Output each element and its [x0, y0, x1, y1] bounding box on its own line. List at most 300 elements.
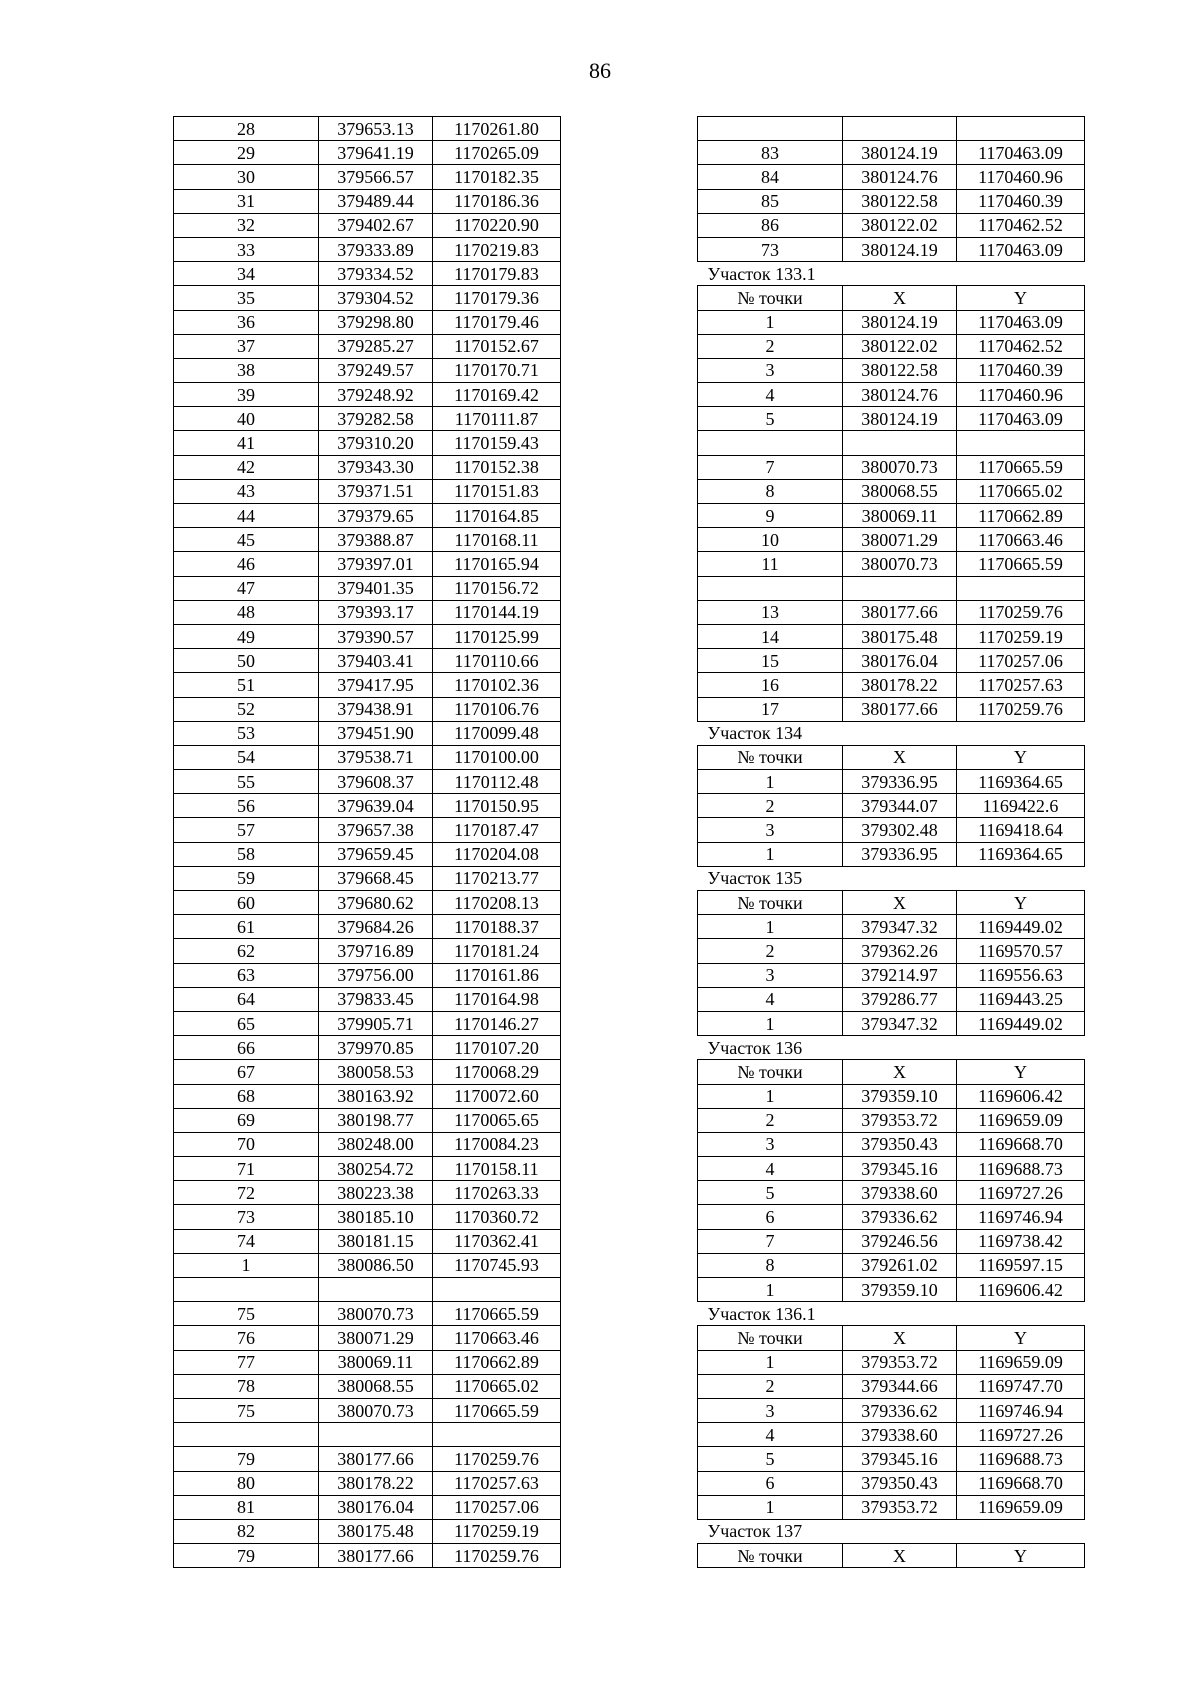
x-coordinate-cell: 380175.48 — [843, 624, 957, 648]
x-coordinate-cell: 379393.17 — [319, 600, 433, 624]
x-coordinate-cell: 379716.89 — [319, 939, 433, 963]
y-coordinate-cell: 1170663.46 — [433, 1326, 561, 1350]
table-row — [174, 1181, 561, 1205]
y-header: Y — [957, 286, 1085, 310]
y-coordinate-cell: 1169746.94 — [957, 1398, 1085, 1422]
y-coordinate-cell: 1170099.48 — [433, 721, 561, 745]
y-coordinate-cell: 1169364.65 — [957, 770, 1085, 794]
point-number-cell: 34 — [174, 262, 319, 286]
y-coordinate-cell: 1170665.59 — [957, 552, 1085, 576]
x-coordinate-cell: 379359.10 — [843, 1084, 957, 1108]
y-coordinate-cell: 1170151.83 — [433, 479, 561, 503]
y-coordinate-cell — [957, 576, 1085, 600]
table-row — [174, 1519, 561, 1543]
table-row — [698, 117, 1085, 141]
table-row — [698, 383, 1085, 407]
y-coordinate-cell: 1170257.63 — [433, 1471, 561, 1495]
y-coordinate-cell: 1170144.19 — [433, 600, 561, 624]
y-coordinate-cell: 1170263.33 — [433, 1181, 561, 1205]
table-row — [698, 1084, 1085, 1108]
y-coordinate-cell: 1170188.37 — [433, 915, 561, 939]
point-number-cell: 1 — [698, 842, 843, 866]
x-coordinate-cell: 379371.51 — [319, 479, 433, 503]
section-title-row — [698, 262, 1085, 286]
y-coordinate-cell: 1170257.63 — [957, 673, 1085, 697]
y-coordinate-cell: 1170179.36 — [433, 286, 561, 310]
table-row — [698, 1374, 1085, 1398]
table-row — [698, 939, 1085, 963]
x-coordinate-cell: 379397.01 — [319, 552, 433, 576]
y-coordinate-cell: 1170265.09 — [433, 141, 561, 165]
x-coordinate-cell: 379338.60 — [843, 1423, 957, 1447]
table-row — [174, 1011, 561, 1035]
point-number-cell: 5 — [698, 1181, 843, 1205]
x-header: X — [843, 891, 957, 915]
section-title-row — [698, 1519, 1085, 1543]
point-number-cell: 8 — [698, 1253, 843, 1277]
y-coordinate-cell: 1169659.09 — [957, 1495, 1085, 1519]
table-row — [698, 189, 1085, 213]
point-number-cell: 67 — [174, 1060, 319, 1084]
point-number-cell: 79 — [174, 1544, 319, 1568]
x-coordinate-cell: 380071.29 — [843, 528, 957, 552]
table-row — [174, 1544, 561, 1568]
point-number-cell: 76 — [174, 1326, 319, 1350]
x-header: X — [843, 286, 957, 310]
table-row — [698, 1423, 1085, 1447]
point-number-cell: 3 — [698, 1132, 843, 1156]
point-number-header: № точки — [698, 745, 843, 769]
y-coordinate-cell: 1170156.72 — [433, 576, 561, 600]
table-row — [174, 189, 561, 213]
y-coordinate-cell: 1170164.98 — [433, 987, 561, 1011]
y-coordinate-cell: 1170259.19 — [957, 624, 1085, 648]
y-coordinate-cell: 1170362.41 — [433, 1229, 561, 1253]
y-coordinate-cell: 1169688.73 — [957, 1447, 1085, 1471]
point-number-cell: 62 — [174, 939, 319, 963]
y-header: Y — [957, 1326, 1085, 1350]
y-coordinate-cell: 1170102.36 — [433, 673, 561, 697]
table-row — [174, 1108, 561, 1132]
table-row — [698, 455, 1085, 479]
section-title-row — [698, 1302, 1085, 1326]
y-coordinate-cell: 1170125.99 — [433, 624, 561, 648]
table-row — [698, 963, 1085, 987]
x-coordinate-cell: 379668.45 — [319, 866, 433, 890]
point-number-cell: 2 — [698, 1108, 843, 1132]
point-number-cell: 85 — [698, 189, 843, 213]
table-row — [698, 504, 1085, 528]
x-coordinate-cell: 380069.11 — [843, 504, 957, 528]
x-coordinate-cell — [843, 431, 957, 455]
y-coordinate-cell: 1170110.66 — [433, 649, 561, 673]
point-number-cell: 70 — [174, 1132, 319, 1156]
point-number-cell: 58 — [174, 842, 319, 866]
point-number-cell: 79 — [174, 1447, 319, 1471]
table-row — [698, 842, 1085, 866]
y-coordinate-cell: 1170745.93 — [433, 1253, 561, 1277]
table-row — [698, 600, 1085, 624]
table-row — [698, 358, 1085, 382]
table-row — [174, 431, 561, 455]
point-number-cell: 2 — [698, 334, 843, 358]
point-number-cell: 59 — [174, 866, 319, 890]
x-coordinate-cell: 379343.30 — [319, 455, 433, 479]
x-coordinate-cell: 380124.19 — [843, 141, 957, 165]
table-row — [698, 1471, 1085, 1495]
x-coordinate-cell: 380178.22 — [319, 1471, 433, 1495]
y-coordinate-cell: 1170463.09 — [957, 141, 1085, 165]
table-row — [174, 939, 561, 963]
point-number-cell: 84 — [698, 165, 843, 189]
x-coordinate-cell: 379489.44 — [319, 189, 433, 213]
point-number-cell: 31 — [174, 189, 319, 213]
y-coordinate-cell: 1169364.65 — [957, 842, 1085, 866]
x-coordinate-cell: 379353.72 — [843, 1108, 957, 1132]
x-coordinate-cell: 379566.57 — [319, 165, 433, 189]
point-number-cell: 50 — [174, 649, 319, 673]
point-number-cell: 2 — [698, 1374, 843, 1398]
x-coordinate-cell: 380070.73 — [843, 552, 957, 576]
point-number-cell: 55 — [174, 770, 319, 794]
y-coordinate-cell: 1170164.85 — [433, 504, 561, 528]
point-number-cell: 2 — [698, 939, 843, 963]
x-header: X — [843, 1544, 957, 1568]
x-coordinate-cell: 379248.92 — [319, 383, 433, 407]
x-coordinate-cell: 379639.04 — [319, 794, 433, 818]
y-coordinate-cell: 1170662.89 — [433, 1350, 561, 1374]
point-number-cell: 3 — [698, 963, 843, 987]
y-coordinate-cell: 1169747.70 — [957, 1374, 1085, 1398]
table-row — [174, 1132, 561, 1156]
x-coordinate-cell: 379345.16 — [843, 1157, 957, 1181]
point-number-cell: 11 — [698, 552, 843, 576]
y-coordinate-cell: 1170463.09 — [957, 237, 1085, 261]
point-number-cell: 1 — [698, 1350, 843, 1374]
x-coordinate-cell: 379659.45 — [319, 842, 433, 866]
table-row — [174, 1084, 561, 1108]
x-coordinate-cell: 379905.71 — [319, 1011, 433, 1035]
table-row — [174, 237, 561, 261]
y-coordinate-cell: 1170112.48 — [433, 770, 561, 794]
y-coordinate-cell: 1169556.63 — [957, 963, 1085, 987]
x-coordinate-cell: 379401.35 — [319, 576, 433, 600]
table-row — [174, 673, 561, 697]
x-coordinate-cell: 379310.20 — [319, 431, 433, 455]
point-number-cell: 2 — [698, 794, 843, 818]
table-row — [174, 407, 561, 431]
section-title: Участок 134 — [707, 723, 803, 744]
y-coordinate-cell: 1170065.65 — [433, 1108, 561, 1132]
table-row — [174, 358, 561, 382]
y-coordinate-cell: 1169738.42 — [957, 1229, 1085, 1253]
y-coordinate-cell — [957, 117, 1085, 141]
x-coordinate-cell: 380176.04 — [843, 649, 957, 673]
x-coordinate-cell: 380163.92 — [319, 1084, 433, 1108]
x-coordinate-cell: 379653.13 — [319, 117, 433, 141]
table-row — [174, 624, 561, 648]
x-coordinate-cell: 379362.26 — [843, 939, 957, 963]
y-coordinate-cell: 1169597.15 — [957, 1253, 1085, 1277]
point-number-cell: 3 — [698, 358, 843, 382]
table-row — [698, 1253, 1085, 1277]
table-row — [174, 745, 561, 769]
table-row — [174, 1036, 561, 1060]
x-coordinate-cell — [319, 1423, 433, 1447]
point-number-cell — [698, 117, 843, 141]
point-number-cell: 60 — [174, 891, 319, 915]
y-coordinate-cell: 1170261.80 — [433, 117, 561, 141]
y-coordinate-cell: 1170179.46 — [433, 310, 561, 334]
point-number-cell: 78 — [174, 1374, 319, 1398]
table-row — [698, 479, 1085, 503]
y-coordinate-cell: 1170146.27 — [433, 1011, 561, 1035]
x-coordinate-cell: 380124.19 — [843, 310, 957, 334]
y-coordinate-cell: 1170259.76 — [433, 1447, 561, 1471]
point-number-cell: 4 — [698, 1157, 843, 1181]
point-number-cell: 54 — [174, 745, 319, 769]
table-row — [174, 600, 561, 624]
table-row — [174, 576, 561, 600]
table-row — [698, 237, 1085, 261]
table-row — [174, 141, 561, 165]
point-number-cell: 6 — [698, 1205, 843, 1229]
table-row — [698, 552, 1085, 576]
point-number-cell: 75 — [174, 1398, 319, 1422]
point-number-cell: 35 — [174, 286, 319, 310]
y-coordinate-cell: 1170100.00 — [433, 745, 561, 769]
y-coordinate-cell: 1170152.38 — [433, 455, 561, 479]
y-header: Y — [957, 891, 1085, 915]
y-coordinate-cell: 1170106.76 — [433, 697, 561, 721]
point-number-cell: 32 — [174, 213, 319, 237]
point-number-cell: 47 — [174, 576, 319, 600]
y-coordinate-cell: 1169659.09 — [957, 1350, 1085, 1374]
point-number-cell: 45 — [174, 528, 319, 552]
x-coordinate-cell: 379336.62 — [843, 1205, 957, 1229]
point-number-cell: 1 — [698, 1278, 843, 1302]
table-row — [174, 963, 561, 987]
y-coordinate-cell: 1170208.13 — [433, 891, 561, 915]
y-coordinate-cell: 1170665.02 — [957, 479, 1085, 503]
x-coordinate-cell: 380070.73 — [319, 1302, 433, 1326]
y-coordinate-cell: 1170257.06 — [433, 1495, 561, 1519]
point-number-cell: 9 — [698, 504, 843, 528]
y-coordinate-cell: 1170257.06 — [957, 649, 1085, 673]
left-coordinates-table — [173, 116, 561, 1568]
y-coordinate-cell: 1170665.59 — [433, 1398, 561, 1422]
y-coordinate-cell: 1169418.64 — [957, 818, 1085, 842]
y-coordinate-cell: 1170662.89 — [957, 504, 1085, 528]
point-number-cell: 80 — [174, 1471, 319, 1495]
x-coordinate-cell: 380068.55 — [319, 1374, 433, 1398]
x-coordinate-cell: 380071.29 — [319, 1326, 433, 1350]
y-coordinate-cell: 1170158.11 — [433, 1157, 561, 1181]
y-coordinate-cell: 1170259.19 — [433, 1519, 561, 1543]
point-number-cell: 69 — [174, 1108, 319, 1132]
table-row — [698, 1132, 1085, 1156]
point-number-cell: 73 — [698, 237, 843, 261]
x-coordinate-cell: 379285.27 — [319, 334, 433, 358]
x-coordinate-cell: 379451.90 — [319, 721, 433, 745]
point-number-cell: 82 — [174, 1519, 319, 1543]
point-number-cell: 1 — [698, 310, 843, 334]
point-number-header: № точки — [698, 1060, 843, 1084]
table-row — [698, 1157, 1085, 1181]
table-row — [698, 697, 1085, 721]
x-coordinate-cell: 379970.85 — [319, 1036, 433, 1060]
y-coordinate-cell: 1170463.09 — [957, 407, 1085, 431]
table-row — [698, 1011, 1085, 1035]
point-number-cell: 43 — [174, 479, 319, 503]
y-coordinate-cell: 1170159.43 — [433, 431, 561, 455]
table-row — [174, 1253, 561, 1277]
x-coordinate-cell: 380122.02 — [843, 334, 957, 358]
point-number-cell: 5 — [698, 1447, 843, 1471]
y-coordinate-cell: 1169727.26 — [957, 1181, 1085, 1205]
x-coordinate-cell: 379538.71 — [319, 745, 433, 769]
table-row — [698, 213, 1085, 237]
point-number-cell — [698, 576, 843, 600]
y-coordinate-cell: 1170460.39 — [957, 358, 1085, 382]
x-coordinate-cell — [843, 117, 957, 141]
table-row — [174, 842, 561, 866]
table-row — [174, 697, 561, 721]
y-coordinate-cell — [957, 431, 1085, 455]
point-number-cell: 57 — [174, 818, 319, 842]
x-coordinate-cell: 379298.80 — [319, 310, 433, 334]
page-number: 86 — [589, 58, 611, 83]
table-row — [698, 1181, 1085, 1205]
point-number-cell: 51 — [174, 673, 319, 697]
x-coordinate-cell: 380177.66 — [319, 1544, 433, 1568]
x-coordinate-cell: 380068.55 — [843, 479, 957, 503]
table-row — [174, 1471, 561, 1495]
table-row — [174, 1157, 561, 1181]
y-coordinate-cell: 1170150.95 — [433, 794, 561, 818]
table-row — [174, 987, 561, 1011]
y-coordinate-cell: 1170462.52 — [957, 213, 1085, 237]
point-number-cell: 64 — [174, 987, 319, 1011]
x-coordinate-cell: 379353.72 — [843, 1495, 957, 1519]
y-coordinate-cell: 1170259.76 — [957, 697, 1085, 721]
table-row — [174, 1495, 561, 1519]
y-header: Y — [957, 745, 1085, 769]
point-number-cell: 4 — [698, 383, 843, 407]
table-row — [698, 673, 1085, 697]
table-row — [174, 818, 561, 842]
point-number-cell: 52 — [174, 697, 319, 721]
x-coordinate-cell: 379353.72 — [843, 1350, 957, 1374]
point-number-header: № точки — [698, 1326, 843, 1350]
table-row — [698, 528, 1085, 552]
point-number-cell — [174, 1423, 319, 1447]
point-number-cell: 17 — [698, 697, 843, 721]
x-coordinate-cell: 379388.87 — [319, 528, 433, 552]
y-coordinate-cell: 1170213.77 — [433, 866, 561, 890]
y-coordinate-cell: 1170181.24 — [433, 939, 561, 963]
y-coordinate-cell: 1170161.86 — [433, 963, 561, 987]
y-coordinate-cell: 1170072.60 — [433, 1084, 561, 1108]
x-coordinate-cell: 380124.76 — [843, 165, 957, 189]
y-coordinate-cell: 1170460.39 — [957, 189, 1085, 213]
x-coordinate-cell: 380223.38 — [319, 1181, 433, 1205]
point-number-header: № точки — [698, 286, 843, 310]
table-row — [174, 1350, 561, 1374]
point-number-cell: 4 — [698, 1423, 843, 1447]
x-coordinate-cell: 379438.91 — [319, 697, 433, 721]
table-row — [174, 1423, 561, 1447]
table-row — [174, 1060, 561, 1084]
x-coordinate-cell: 379304.52 — [319, 286, 433, 310]
x-coordinate-cell: 380185.10 — [319, 1205, 433, 1229]
point-number-cell: 48 — [174, 600, 319, 624]
x-coordinate-cell: 380070.73 — [843, 455, 957, 479]
x-coordinate-cell: 379359.10 — [843, 1278, 957, 1302]
y-coordinate-cell: 1169443.25 — [957, 987, 1085, 1011]
y-coordinate-cell: 1170204.08 — [433, 842, 561, 866]
section-title: Участок 136 — [707, 1037, 803, 1058]
table-row — [698, 310, 1085, 334]
y-coordinate-cell: 1169422.6 — [957, 794, 1085, 818]
point-number-cell — [174, 1278, 319, 1302]
x-header: X — [843, 1060, 957, 1084]
point-number-cell: 44 — [174, 504, 319, 528]
table-row — [698, 624, 1085, 648]
x-coordinate-cell: 379350.43 — [843, 1471, 957, 1495]
y-header: Y — [957, 1060, 1085, 1084]
x-coordinate-cell: 380178.22 — [843, 673, 957, 697]
point-number-cell: 13 — [698, 600, 843, 624]
table-row — [698, 576, 1085, 600]
x-coordinate-cell: 379402.67 — [319, 213, 433, 237]
table-row — [174, 504, 561, 528]
x-coordinate-cell: 379657.38 — [319, 818, 433, 842]
y-coordinate-cell: 1170187.47 — [433, 818, 561, 842]
y-coordinate-cell: 1170220.90 — [433, 213, 561, 237]
point-number-cell: 74 — [174, 1229, 319, 1253]
point-number-cell: 61 — [174, 915, 319, 939]
point-number-cell: 86 — [698, 213, 843, 237]
x-coordinate-cell: 380198.77 — [319, 1108, 433, 1132]
point-number-cell: 38 — [174, 358, 319, 382]
y-coordinate-cell: 1170186.36 — [433, 189, 561, 213]
x-coordinate-cell: 379347.32 — [843, 1011, 957, 1035]
x-coordinate-cell: 380124.76 — [843, 383, 957, 407]
table-row — [174, 1229, 561, 1253]
x-coordinate-cell: 380069.11 — [319, 1350, 433, 1374]
point-number-cell: 1 — [698, 770, 843, 794]
table-row — [698, 649, 1085, 673]
table-row — [174, 213, 561, 237]
y-coordinate-cell: 1170170.71 — [433, 358, 561, 382]
table-row — [174, 552, 561, 576]
x-coordinate-cell: 380254.72 — [319, 1157, 433, 1181]
table-row — [174, 455, 561, 479]
table-row — [174, 117, 561, 141]
table-row — [174, 165, 561, 189]
table-header-row — [698, 1326, 1085, 1350]
table-row — [698, 1108, 1085, 1132]
x-coordinate-cell: 379261.02 — [843, 1253, 957, 1277]
table-row — [174, 334, 561, 358]
point-number-cell: 10 — [698, 528, 843, 552]
table-row — [698, 1495, 1085, 1519]
x-coordinate-cell: 380124.19 — [843, 407, 957, 431]
point-number-cell: 6 — [698, 1471, 843, 1495]
point-number-cell: 3 — [698, 1398, 843, 1422]
point-number-header: № точки — [698, 891, 843, 915]
